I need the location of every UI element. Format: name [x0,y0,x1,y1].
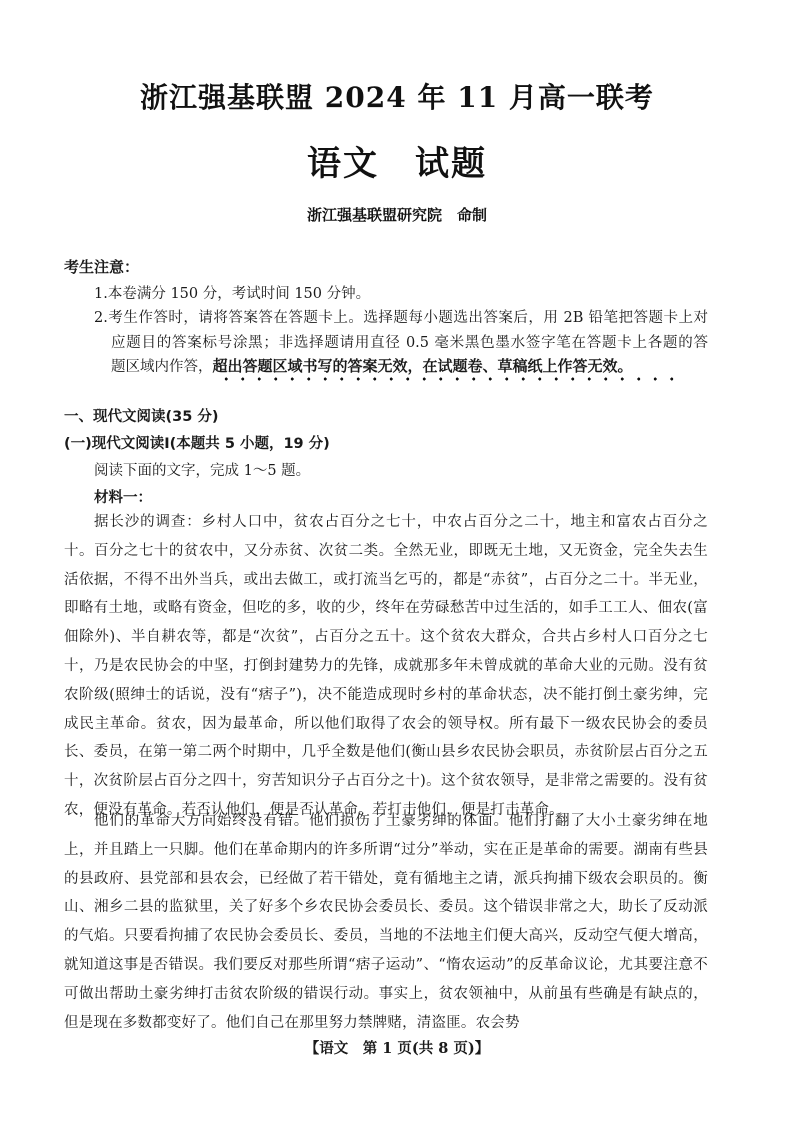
exam-title: 浙江强基联盟 2024 年 11 月高一联考 [140,81,654,114]
emphasis-dots [218,377,680,381]
material-label: 材料一： [94,490,152,506]
sub-section-heading: (一)现代文阅读Ⅰ(本题共 5 小题，19 分) [64,436,330,452]
notice-item-2-line-2: 应题目的答案标号涂黑；非选择题请用直径 0.5 毫米黑色墨水签字笔在答题卡上各题的答 [111,335,708,351]
notice-emphasis: 超出答题区域书写的答案无效，在试题卷、草稿纸上作答无效。 [212,357,633,375]
author-line: 浙江强基联盟研究院 命制 [306,206,487,224]
passage-paragraph-1: 据长沙的调查：乡村人口中，贫农占百分之七十，中农占百分之二十，地主和富农占百分之十。百分之七十的贫农中，又分赤贫、次贫二类。全然无业，即既无土地，又无资金，完全失去生活依据，不得不出外当兵，或出去做工，或打流当乞丐的，都是“赤贫”，占百分之二十。半无业，即略有土地，或略有资金，但吃的多，收的少，终年在劳碌愁苦中过生活的，如手工工人、佃农(富佃除外)、半自耕农等，都是“次贫”，占百分之五十。这个贫农大群众，合共占乡村人口百分之七十，乃是农民协会的中坚，打倒封建势力的先锋，成就那多年未曾成就的革命大业的元勋。没有贫农阶级(照绅士的话说，没有“痞子”)，决不能造成现时乡村的革命状态，决不能打倒土豪劣绅，完成民主革命。贫农，因为最革命，所以他们取得了农会的领导权。所有最下一级农民协会的委员长、委员，在第一第二两个时期中，几乎全数是他们(衡山县乡农民协会职员，赤贫阶层占百分之五十，次贫阶层占百分之四十，穷苦知识分子占百分之十)。这个贫农领导，是非常之需要的。没有贫农，便没有革命。若否认他们，便是否认革命。若打击他们，便是打击革命。 [64,514,708,818]
notice-item-2-plain: 题区域内作答， [111,359,213,375]
notice-item-2-line-1: 2.考生作答时，请将答案答在答题卡上。选择题每小题选出答案后，用 2B 铅笔把答题卡上对 [94,310,708,326]
subject-title: 语文 试题 [307,144,487,184]
section-heading: 一、现代文阅读(35 分) [64,409,219,425]
notice-item-1: 1.本卷满分 150 分，考试时间 150 分钟。 [94,286,371,302]
notice-heading: 考生注意： [64,258,140,276]
page-footer: 【语文 第 1 页(共 8 页)】 [304,1040,490,1057]
passage-paragraph-2: 他们的革命大方向始终没有错。他们损伤了土豪劣绅的体面。他们打翻了大小土豪劣绅在地上，并且踏上一只脚。他们在革命期内的许多所谓“过分”举动，实在正是革命的需要。湖南有些县的县政府、县党部和县农会，已经做了若干错处，竟有循地主之请，派兵拘捕下级农会职员的。衡山、湘乡二县的监狱里，关了好多个乡农民协会委员长、委员。这个错误非常之大，助长了反动派的气焰。只要看拘捕了农民协会委员长、委员，当地的不法地主们便大高兴，反动空气便大增高，就知道这事是否错误。我们要反对那些所谓“痞子运动”、“惰农运动”的反革命议论，尤其要注意不可做出帮助土豪劣绅打击贫农阶级的错误行动。事实上，贫农领袖中，从前虽有些确是有缺点的，但是现在多数都变好了。他们自己在那里努力禁牌赌，清盗匪。农会势 [64,813,708,1031]
reading-instruction: 阅读下面的文字，完成 1～5 题。 [94,463,311,479]
notice-item-2-line-3 [111,355,633,376]
